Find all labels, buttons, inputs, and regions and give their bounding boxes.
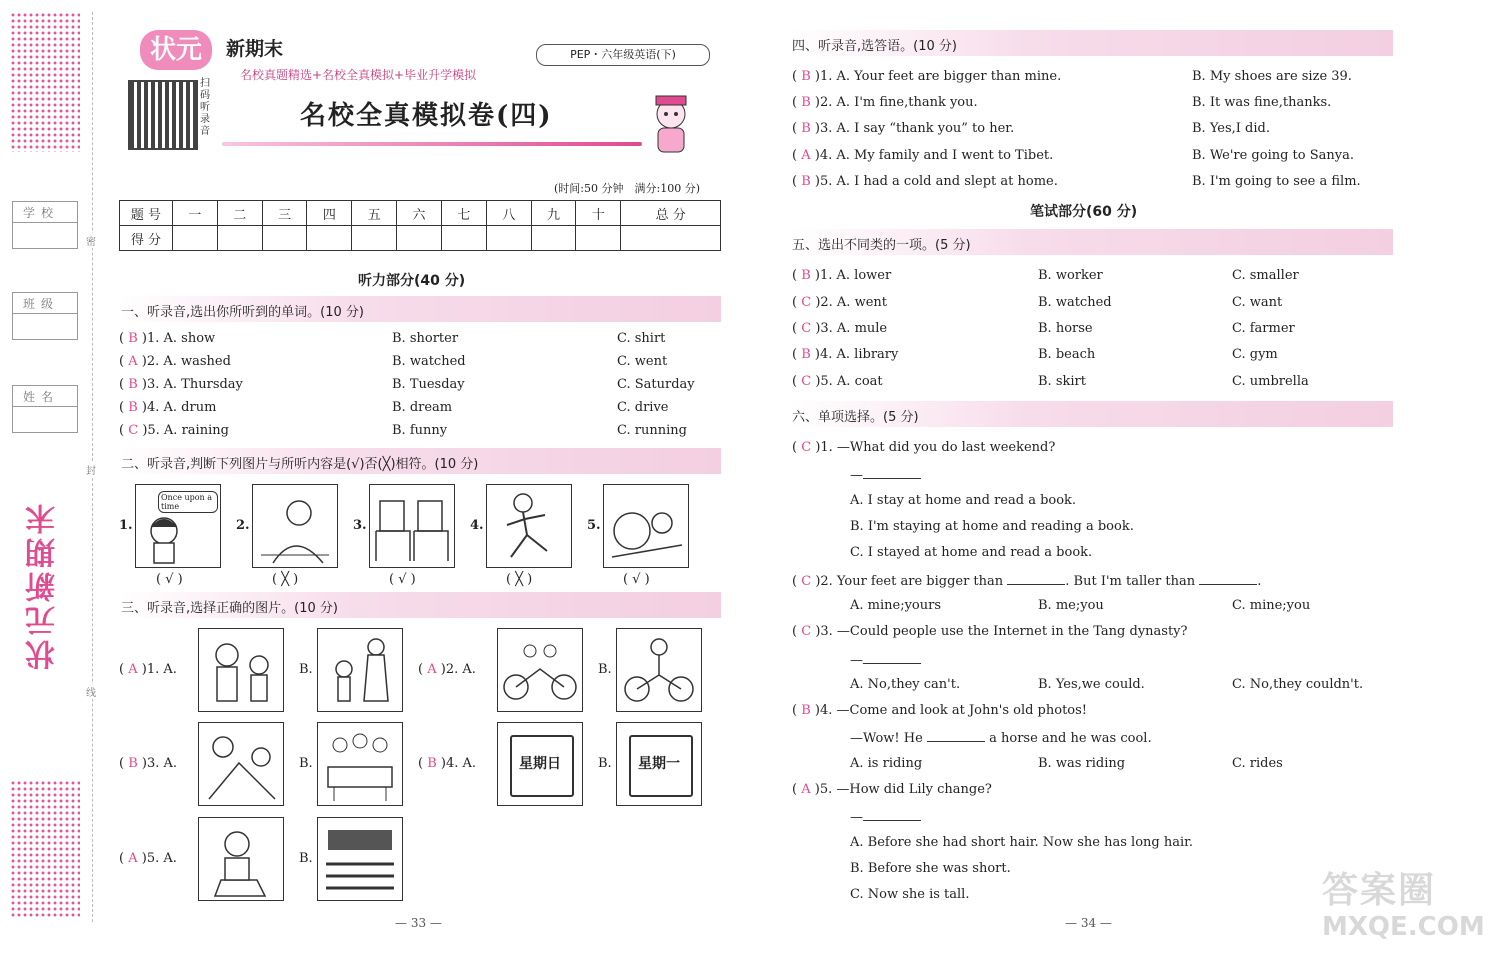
dash: —: [850, 468, 863, 483]
s3-5-picture-a: [198, 817, 284, 901]
s1-item5-b: B. funny: [392, 423, 448, 438]
answer-blank[interactable]: [927, 729, 985, 742]
s6-q1-a: A. I stay at home and read a book.: [850, 493, 1077, 508]
s3-3-picture-a: [198, 722, 284, 806]
option-a: )2. A. went: [815, 295, 887, 310]
section2-title: 二、听录音,判断下列图片与所听内容是(√)否(╳)相符。(10 分): [121, 457, 479, 472]
score-header-label: 题 号: [120, 201, 173, 226]
option-a: )1. A. lower: [814, 268, 892, 283]
s6-q4: ( B )4. —Come and look at John's old photos!: [792, 703, 1088, 718]
s4-item5-b: B. I'm going to see a film.: [1192, 174, 1361, 189]
score-col-3: 三: [262, 201, 307, 226]
mascot-figure: [642, 92, 700, 156]
answer: C: [128, 423, 139, 438]
section4-title: 四、听录音,选答语。(10 分): [792, 39, 957, 54]
answer: B: [801, 174, 811, 189]
s3-item4: ( B )4. A.: [418, 756, 477, 771]
s3-3-picture-b: [317, 722, 403, 806]
s2-mark4: ( ╳ ): [506, 572, 533, 587]
s3-item3: ( B )3. A.: [119, 756, 178, 771]
answer: C: [801, 624, 812, 639]
s1-item3-b: B. Tuesday: [392, 377, 465, 392]
option-a: )5. A. coat: [815, 374, 883, 389]
s4-item1: ( B )1. A. Your feet are bigger than mine.: [792, 69, 1062, 84]
s1-item4-b: B. dream: [392, 400, 453, 415]
answer-blank[interactable]: [1199, 572, 1257, 585]
s4-item3: ( B )3. A. I say “thank you” to her.: [792, 121, 1015, 136]
option-a: )3. A. I say “thank you” to her.: [814, 121, 1015, 136]
score-col-9: 九: [531, 201, 576, 226]
brand-logo: 状元: [140, 30, 212, 70]
s2-num5: 5.: [587, 518, 601, 533]
s1-item1-c: C. shirt: [617, 331, 666, 346]
score-table: [119, 200, 721, 251]
s6-q4-b: B. was riding: [1038, 756, 1126, 771]
s6-q5-b: B. Before she was short.: [850, 861, 1011, 876]
s6-q1-response: [850, 466, 921, 483]
answer: B: [128, 377, 138, 392]
score-cell[interactable]: [621, 226, 721, 251]
answer: C: [801, 295, 812, 310]
scan-text: 扫码听录音: [200, 78, 210, 137]
answer: B: [801, 703, 811, 718]
name-field[interactable]: 姓名: [12, 385, 78, 433]
option-a: )1. A. Your feet are bigger than mine.: [814, 69, 1062, 84]
score-cell[interactable]: [307, 226, 352, 251]
s6-q1: ( C )1. —What did you do last weekend?: [792, 440, 1056, 455]
s6-q4-a: A. is riding: [850, 756, 923, 771]
answer: B: [801, 121, 811, 136]
writing-header: 笔试部分(60 分): [1030, 204, 1138, 220]
s6-q2-a: A. mine;yours: [850, 598, 942, 613]
s3-item5: ( A )5. A.: [119, 851, 177, 866]
answer: C: [801, 321, 812, 336]
answer: B: [427, 756, 437, 771]
s6-q3-b: B. Yes,we could.: [1038, 677, 1145, 692]
s4-item4-b: B. We're going to Sanya.: [1192, 148, 1354, 163]
question-text: )2. Your feet are bigger than: [815, 574, 1004, 589]
score-cell[interactable]: [262, 226, 307, 251]
s2-mark3: ( √ ): [389, 572, 416, 587]
s6-q4-response: [850, 729, 1152, 746]
calendar-sunday-text: 星期日: [519, 756, 561, 772]
s2-num4: 4.: [470, 518, 484, 533]
s6-q1-b: B. I'm staying at home and reading a book.: [850, 519, 1134, 534]
s2-mark5: ( √ ): [623, 572, 650, 587]
answer: A: [128, 851, 138, 866]
s6-q5-c: C. Now she is tall.: [850, 887, 970, 902]
score-cell[interactable]: [397, 226, 442, 251]
question-text: a horse and he was cool.: [989, 731, 1152, 746]
section5-title: 五、选出不同类的一项。(5 分): [792, 238, 971, 253]
cut-mark-1: 密: [86, 233, 96, 248]
exam-title: 名校全真模拟卷(四): [300, 101, 553, 131]
option-a-label: )1. A.: [141, 662, 177, 677]
s6-q5: ( A )5. —How did Lily change?: [792, 782, 992, 797]
s1-item5: ( C )5. A. raining: [119, 423, 229, 438]
s5-item3-b: B. horse: [1038, 321, 1093, 336]
s3-1-picture-a: [198, 628, 284, 712]
section6-title: 六、单项选择。(5 分): [792, 410, 919, 425]
option-a: )2. A. washed: [141, 354, 231, 369]
s5-item1: ( B )1. A. lower: [792, 268, 892, 283]
answer-blank[interactable]: [863, 651, 921, 664]
watermark-logo: 答案圈: [1322, 870, 1437, 911]
s6-q3-response: [850, 651, 921, 668]
s4-item2-b: B. It was fine,thanks.: [1192, 95, 1332, 110]
s5-item4: ( B )4. A. library: [792, 347, 899, 362]
s6-q3: ( C )3. —Could people use the Internet in the Tang dynasty?: [792, 624, 1188, 639]
answer: A: [427, 662, 437, 677]
s5-item4-b: B. beach: [1038, 347, 1096, 362]
s1-item3: ( B )3. A. Thursday: [119, 377, 243, 392]
s1-item1-b: B. shorter: [392, 331, 459, 346]
option-a: )1. A. show: [141, 331, 216, 346]
score-col-2: 二: [217, 201, 262, 226]
s3-4-picture-a: [497, 722, 583, 806]
s1-item5-c: C. running: [617, 423, 687, 438]
answer: B: [128, 331, 138, 346]
s2-mark2: ( ╳ ): [272, 572, 299, 587]
s6-q3-a: A. No,they can't.: [850, 677, 961, 692]
s3-4-picture-b: [616, 722, 702, 806]
s2-picture4: [486, 484, 572, 568]
question-text: —Wow! He: [850, 731, 923, 746]
answer: B: [128, 400, 138, 415]
s2-mark1: ( √ ): [156, 572, 183, 587]
answer-blank[interactable]: [863, 466, 921, 479]
title-underline: [222, 142, 642, 146]
s5-item4-c: C. gym: [1232, 347, 1278, 362]
listening-header: 听力部分(40 分): [358, 273, 466, 289]
answer: C: [801, 440, 812, 455]
s2-num3: 3.: [353, 518, 367, 533]
option-a-label: )4. A.: [440, 756, 477, 771]
s3-1-picture-b: [317, 628, 403, 712]
brand-subtitle: 名校真题精选+名校全真模拟+毕业升学模拟: [240, 68, 477, 82]
s3-item2: ( A )2. A.: [418, 662, 476, 677]
dash: —: [850, 810, 863, 825]
s1-item1: ( B )1. A. show: [119, 331, 216, 346]
option-a: )4. A. drum: [141, 400, 217, 415]
s3-5-picture-b: [317, 817, 403, 901]
s6-q2-b: B. me;you: [1038, 598, 1104, 613]
s3-2-picture-b: [616, 628, 702, 712]
bottom-dot-pattern: [10, 780, 80, 918]
answer: B: [801, 268, 811, 283]
s6-q4-c: C. rides: [1232, 756, 1283, 771]
s5-item3: ( C )3. A. mule: [792, 321, 888, 336]
s4-item1-b: B. My shoes are size 39.: [1192, 69, 1352, 84]
s5-item5-b: B. skirt: [1038, 374, 1086, 389]
s1-item4: ( B )4. A. drum: [119, 400, 217, 415]
answer: C: [801, 374, 812, 389]
option-a: )4. A. library: [814, 347, 899, 362]
s3-2-picture-a: [497, 628, 583, 712]
s5-item5-c: C. umbrella: [1232, 374, 1309, 389]
cut-mark-2: 封: [86, 462, 96, 477]
page-number-left: — 33 —: [395, 916, 442, 930]
s2-num1: 1.: [119, 518, 133, 533]
question-text: . But I'm taller than: [1065, 574, 1196, 589]
class-field[interactable]: 班级: [12, 292, 78, 340]
cut-mark-3: 线: [86, 684, 96, 699]
time-info: (时间:50 分钟 满分:100 分): [554, 182, 700, 195]
page-number-right: — 34 —: [1065, 916, 1112, 930]
top-dot-pattern: [10, 12, 80, 152]
speech-bubble: Once upon a time: [158, 491, 218, 513]
s4-item2: ( B )2. A. I'm fine,thank you.: [792, 95, 978, 110]
section3-title: 三、听录音,选择正确的图片。(10 分): [121, 601, 338, 616]
section1-title: 一、听录音,选出你所听到的单词。(10 分): [121, 305, 364, 320]
score-cell[interactable]: [486, 226, 531, 251]
calendar-monday-text: 星期一: [638, 756, 680, 772]
question-text: )4. —Come and look at John's old photos!: [814, 703, 1088, 718]
answer: B: [801, 347, 811, 362]
option-a: )3. A. mule: [815, 321, 888, 336]
option-a: )2. A. I'm fine,thank you.: [814, 95, 978, 110]
s3-item1: ( A )1. A.: [119, 662, 177, 677]
s6-q5-response: [850, 808, 921, 825]
answer-blank[interactable]: [1007, 572, 1065, 585]
option-a: )3. A. Thursday: [141, 377, 243, 392]
s6-q1-c: C. I stayed at home and read a book.: [850, 545, 1093, 560]
s6-q5-a: A. Before she had short hair. Now she has long hair.: [850, 835, 1194, 850]
s2-picture2: [252, 484, 338, 568]
s5-item2-b: B. watched: [1038, 295, 1112, 310]
score-cell[interactable]: [531, 226, 576, 251]
s1-item2-c: C. went: [617, 354, 668, 369]
score-col-total: 总 分: [621, 201, 721, 226]
s3-1-b-label: B.: [299, 662, 313, 677]
question-text: .: [1257, 574, 1262, 589]
s6-q2-c: C. mine;you: [1232, 598, 1311, 613]
s6-q2: ( C )2. Your feet are bigger than . But I'm taller than .: [792, 574, 1262, 589]
s2-picture3: [369, 484, 455, 568]
answer: B: [128, 756, 138, 771]
answer: C: [801, 574, 812, 589]
s1-item4-c: C. drive: [617, 400, 669, 415]
question-text: )3. —Could people use the Internet in the Tang dynasty?: [815, 624, 1188, 639]
vertical-logo: 状元新期末: [26, 500, 61, 670]
option-a: )4. A. My family and I went to Tibet.: [814, 148, 1054, 163]
answer: A: [801, 782, 811, 797]
s3-5-b-label: B.: [299, 851, 313, 866]
s5-item3-c: C. farmer: [1232, 321, 1295, 336]
qr-code: [128, 80, 198, 150]
score-cell[interactable]: [352, 226, 397, 251]
answer: B: [801, 69, 811, 84]
s4-item4: ( A )4. A. My family and I went to Tibet.: [792, 148, 1054, 163]
score-col-4: 四: [307, 201, 352, 226]
s5-item2-c: C. want: [1232, 295, 1283, 310]
s1-item2-b: B. watched: [392, 354, 466, 369]
s2-num2: 2.: [236, 518, 250, 533]
score-cell[interactable]: [217, 226, 262, 251]
s4-item5: ( B )5. A. I had a cold and slept at home.: [792, 174, 1058, 189]
option-a-label: )5. A.: [141, 851, 177, 866]
s6-q3-c: C. No,they couldn't.: [1232, 677, 1364, 692]
score-col-7: 七: [441, 201, 486, 226]
question-text: )5. —How did Lily change?: [814, 782, 992, 797]
answer-blank[interactable]: [863, 808, 921, 821]
score-col-1: 一: [173, 201, 218, 226]
brand-series: 新期末: [226, 38, 284, 60]
s5-item2: ( C )2. A. went: [792, 295, 887, 310]
score-col-5: 五: [352, 201, 397, 226]
answer: A: [128, 662, 138, 677]
option-a-label: )3. A.: [141, 756, 178, 771]
s5-item5: ( C )5. A. coat: [792, 374, 883, 389]
answer: A: [801, 148, 811, 163]
s1-item2: ( A )2. A. washed: [119, 354, 231, 369]
s5-item1-c: C. smaller: [1232, 268, 1299, 283]
option-a-label: )2. A.: [440, 662, 476, 677]
school-field[interactable]: 学校: [12, 201, 78, 249]
score-cell[interactable]: [173, 226, 218, 251]
s4-item3-b: B. Yes,I did.: [1192, 121, 1270, 136]
score-cell[interactable]: [441, 226, 486, 251]
s1-item3-c: C. Saturday: [617, 377, 695, 392]
score-cell[interactable]: [576, 226, 621, 251]
s3-4-b-label: B.: [598, 756, 612, 771]
score-row-label: 得 分: [120, 226, 173, 251]
option-a: )5. A. raining: [142, 423, 229, 438]
score-col-8: 八: [486, 201, 531, 226]
question-text: )1. —What did you do last weekend?: [815, 440, 1056, 455]
s3-2-b-label: B.: [598, 662, 612, 677]
s2-picture5: [603, 484, 689, 568]
edition-badge: PEP・六年级英语(下): [536, 44, 710, 66]
watermark-url: MXQE.COM: [1322, 912, 1485, 942]
s2-picture1: [135, 484, 221, 568]
s5-item1-b: B. worker: [1038, 268, 1103, 283]
dash: —: [850, 653, 863, 668]
answer: B: [801, 95, 811, 110]
option-a: )5. A. I had a cold and slept at home.: [814, 174, 1058, 189]
score-col-6: 六: [397, 201, 442, 226]
answer: A: [128, 354, 138, 369]
score-col-10: 十: [576, 201, 621, 226]
s3-3-b-label: B.: [299, 756, 313, 771]
